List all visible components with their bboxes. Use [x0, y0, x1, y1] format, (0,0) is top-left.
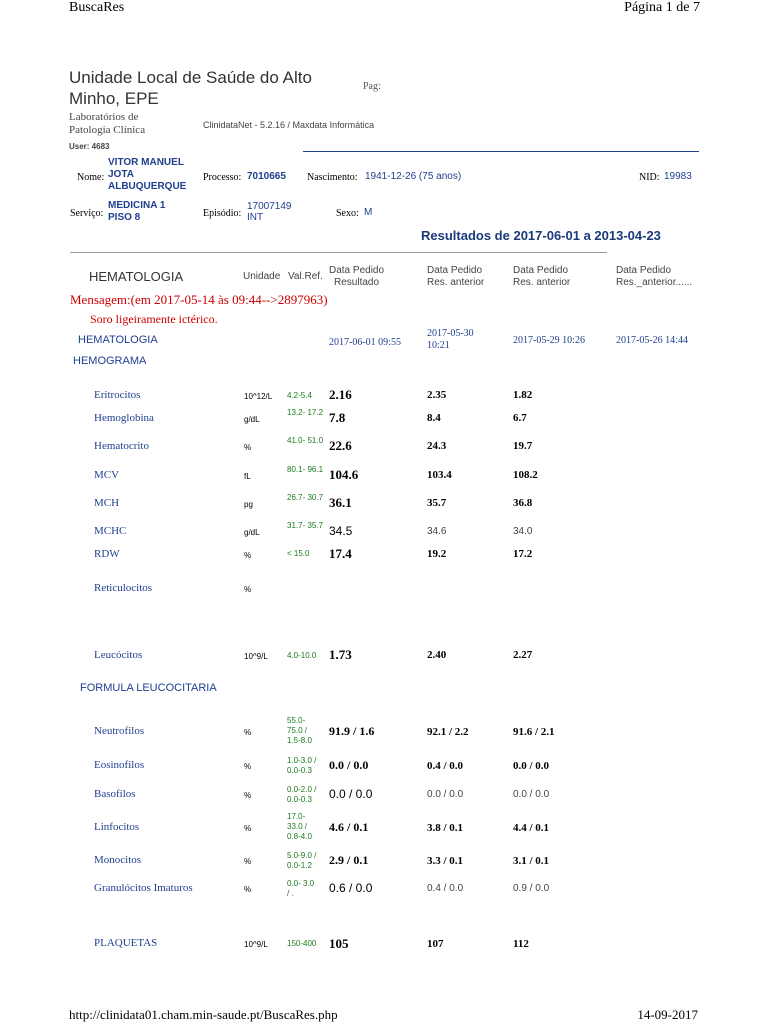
sexo-label: Sexo: — [336, 208, 359, 219]
row-prev1: 2.35 — [427, 389, 447, 401]
row-name: Reticulocitos — [94, 582, 153, 594]
institution-name-line2: Minho, EPE — [69, 89, 159, 108]
episodio-label: Episódio: — [203, 208, 242, 219]
row-name: Hematocrito — [94, 440, 149, 452]
row-name: MCV — [94, 469, 120, 481]
row-prev2: 108.2 — [513, 469, 538, 481]
page-footer-url: http://clinidata01.cham.min-saude.pt/BuscaRes.php — [69, 1007, 338, 1022]
episodio-line2: INT — [247, 212, 264, 223]
row-ref: 17.0- 33.0 / 0.8-4.0 — [287, 812, 312, 841]
row-result: 2.16 — [329, 387, 352, 402]
row-unit: 10^9/L — [244, 940, 268, 949]
row-ref: 0.0- 3.0 / . — [287, 879, 315, 898]
lab-name-line2: Patologia Clínica — [69, 124, 146, 136]
software-version: ClinidataNet - 5.2.16 / Maxdata Informática — [203, 120, 375, 130]
processo-value: 7010665 — [247, 171, 286, 182]
patient-name-line2: JOTA — [108, 169, 134, 180]
row-prev1: 3.8 / 0.1 — [427, 822, 464, 834]
row-ref: 0.0-2.0 / 0.0-0.3 — [287, 785, 317, 804]
column-prev3-line1: Data Pedido — [616, 265, 672, 276]
row-prev2: 34.0 — [513, 526, 533, 537]
row-ref: < 15.0 — [287, 549, 310, 558]
column-prev1-line2: Res. anterior — [427, 277, 485, 288]
row-unit: % — [244, 885, 252, 894]
row-prev2: 3.1 / 0.1 — [513, 855, 550, 867]
row-name: MCH — [94, 497, 120, 509]
nome-label: Nome: — [77, 172, 105, 183]
row-unit: % — [244, 857, 252, 866]
lab-name-line1: Laboratórios de — [69, 111, 139, 123]
servico-label: Serviço: — [70, 208, 104, 219]
row-prev2: 6.7 — [513, 412, 527, 424]
row-ref: 4.2-5.4 — [287, 391, 312, 400]
row-unit: % — [244, 585, 252, 594]
row-prev2: 17.2 — [513, 548, 533, 560]
row-ref: 31.7- 35.7 — [287, 521, 324, 530]
row-unit: % — [244, 824, 252, 833]
row-result: 7.8 — [329, 410, 346, 425]
row-name: Eosinofilos — [94, 759, 145, 771]
row-ref: 4.0-10.0 — [287, 651, 317, 660]
row-result: 0.6 / 0.0 — [329, 881, 373, 895]
column-result-line2: Resultado — [334, 277, 380, 288]
processo-label: Processo: — [203, 172, 242, 183]
date-col2-line1: 2017-05-30 — [427, 328, 474, 339]
section-hematologia-header: HEMATOLOGIA — [89, 269, 184, 284]
row-ref: 5.0-9.0 / 0.0-1.2 — [287, 851, 317, 870]
patient-name-line1: VITOR MANUEL — [108, 157, 184, 168]
row-unit: % — [244, 551, 252, 560]
row-prev1: 92.1 / 2.2 — [427, 726, 469, 738]
header-divider — [303, 151, 699, 152]
row-prev2: 4.4 / 0.1 — [513, 822, 550, 834]
column-result-line1: Data Pedido — [329, 265, 385, 276]
row-name: Hemoglobina — [94, 412, 154, 424]
row-ref: 150-400 — [287, 939, 317, 948]
column-unidade: Unidade — [243, 271, 281, 282]
row-prev2: 0.9 / 0.0 — [513, 883, 550, 894]
servico-line1: MEDICINA 1 — [108, 200, 166, 211]
row-name: Basofilos — [94, 788, 136, 800]
row-result: 105 — [329, 936, 349, 951]
row-prev2: 2.27 — [513, 649, 533, 661]
nid-label: NID: — [639, 172, 660, 183]
row-prev2: 112 — [513, 938, 529, 950]
row-name: Leucócitos — [94, 649, 143, 661]
row-result: 17.4 — [329, 546, 352, 561]
row-prev1: 107 — [427, 938, 444, 950]
row-unit: % — [244, 443, 252, 452]
patient-name-line3: ALBUQUERQUE — [108, 181, 187, 192]
row-unit: % — [244, 728, 252, 737]
row-prev2: 91.6 / 2.1 — [513, 726, 555, 738]
sexo-value: M — [364, 207, 373, 218]
row-prev1: 34.6 — [427, 526, 447, 537]
row-unit: g/dL — [244, 528, 260, 537]
row-result: 0.0 / 0.0 — [329, 758, 369, 772]
row-unit: pg — [244, 500, 253, 509]
row-ref: 13.2- 17.2 — [287, 408, 324, 417]
date-col1: 2017-06-01 09:55 — [329, 337, 401, 348]
row-result: 0.0 / 0.0 — [329, 787, 373, 801]
row-unit: fL — [244, 472, 251, 481]
row-prev1: 0.4 / 0.0 — [427, 760, 464, 772]
nid-value: 19983 — [664, 171, 692, 182]
row-result: 104.6 — [329, 467, 359, 482]
row-prev1: 103.4 — [427, 469, 452, 481]
results-title: Resultados de 2017-06-01 a 2013-04-23 — [421, 228, 661, 243]
row-prev1: 2.40 — [427, 649, 447, 661]
episodio-line1: 17007149 — [247, 201, 292, 212]
page-footer-date: 14-09-2017 — [637, 1007, 698, 1022]
row-prev1: 19.2 — [427, 548, 447, 560]
row-ref: 41.0- 51.0 — [287, 436, 324, 445]
row-result: 91.9 / 1.6 — [329, 724, 375, 738]
date-col3: 2017-05-29 10:26 — [513, 335, 585, 346]
row-name: Granulócitos Imaturos — [94, 882, 193, 894]
row-name: Eritrocitos — [94, 389, 141, 401]
group-hematologia: HEMATOLOGIA — [78, 334, 158, 346]
row-prev2: 36.8 — [513, 497, 533, 509]
user-id: User: 4683 — [69, 142, 110, 151]
row-result: 1.73 — [329, 647, 352, 662]
row-prev2: 0.0 / 0.0 — [513, 789, 550, 800]
row-prev1: 3.3 / 0.1 — [427, 855, 464, 867]
pag-label: Pag: — [363, 81, 381, 92]
row-prev2: 1.82 — [513, 389, 533, 401]
row-ref: 55.0- 75.0 / 1.5-8.0 — [287, 716, 312, 745]
row-prev1: 24.3 — [427, 440, 447, 452]
note-text: Soro ligeiramente ictérico. — [90, 312, 218, 326]
row-name: PLAQUETAS — [94, 937, 158, 949]
column-prev2-line1: Data Pedido — [513, 265, 569, 276]
row-name: Linfocitos — [94, 821, 140, 833]
row-prev2: 19.7 — [513, 440, 533, 452]
row-result: 22.6 — [329, 438, 352, 453]
row-unit: 10^12/L — [244, 392, 273, 401]
row-name: MCHC — [94, 525, 127, 537]
row-ref: 26.7- 30.7 — [287, 493, 324, 502]
row-unit: 10^9/L — [244, 652, 268, 661]
row-result: 34.5 — [329, 524, 353, 538]
row-prev1: 0.0 / 0.0 — [427, 789, 464, 800]
row-unit: g/dL — [244, 415, 260, 424]
results-divider — [70, 252, 607, 253]
row-name: Monocitos — [94, 854, 142, 866]
page-header-left: BuscaRes — [69, 0, 125, 15]
row-prev2: 0.0 / 0.0 — [513, 760, 550, 772]
page-header-right: Página 1 de 7 — [624, 0, 700, 15]
column-prev1-line1: Data Pedido — [427, 265, 483, 276]
row-ref: 1.0-3.0 / 0.0-0.3 — [287, 756, 317, 775]
column-valref: Val.Ref. — [288, 271, 323, 282]
column-prev3-line2: Res._anterior...... — [616, 277, 693, 288]
date-col2-line2: 10:21 — [427, 340, 450, 351]
message-text: Mensagem:(em 2017-05-14 às 09:44-->2897963) — [70, 292, 328, 307]
servico-line2: PISO 8 — [108, 212, 141, 223]
group-hemograma: HEMOGRAMA — [73, 355, 147, 367]
row-prev1: 0.4 / 0.0 — [427, 883, 464, 894]
row-result: 4.6 / 0.1 — [329, 820, 369, 834]
row-unit: % — [244, 762, 252, 771]
row-name: Neutrofilos — [94, 725, 145, 737]
row-prev1: 35.7 — [427, 497, 447, 509]
row-result: 2.9 / 0.1 — [329, 853, 369, 867]
column-prev2-line2: Res. anterior — [513, 277, 571, 288]
institution-name-line1: Unidade Local de Saúde do Alto — [69, 68, 312, 87]
row-ref: 80.1- 96.1 — [287, 465, 324, 474]
group-formula-leucocitaria: FORMULA LEUCOCITARIA — [80, 682, 217, 694]
row-name: RDW — [94, 548, 120, 560]
row-result: 36.1 — [329, 495, 352, 510]
row-unit: % — [244, 791, 252, 800]
date-col4: 2017-05-26 14:44 — [616, 335, 688, 346]
row-prev1: 8.4 — [427, 412, 441, 424]
nascimento-label: Nascimento: — [307, 172, 358, 183]
nascimento-value: 1941-12-26 (75 anos) — [365, 171, 462, 182]
